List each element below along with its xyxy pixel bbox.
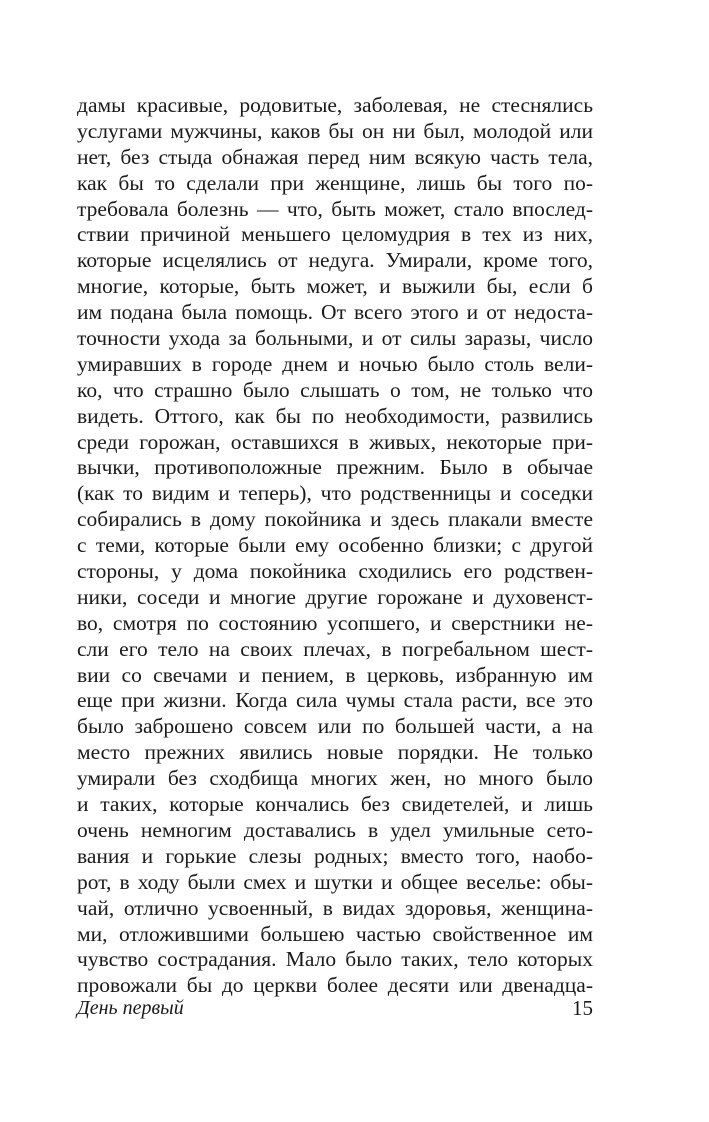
page-number: 15 [572,996,593,1020]
text-line: чувство сострадания. Мало было таких, тело которых [77,947,593,972]
text-line: которые исцелялись от недуга. Умирали, кроме того, [77,248,593,273]
text-line: еще при жизни. Когда сила чумы стала расти, все это [77,688,593,713]
text-line: им подана была помощь. От всего этого и от недоста- [77,300,593,325]
text-line: ники, соседи и многие другие горожане и духовенст- [77,584,593,609]
text-line: провожали бы до церкви более десяти или двенадца- [77,973,593,998]
text-line: умиравших в городе днем и ночью было столь вели- [77,351,593,376]
text-line: вычки, противоположные прежним. Было в обычае [77,455,593,480]
text-line: с теми, которые были ему особенно близки; с другой [77,533,593,558]
text-line: дамы красивые, родовитые, заболевая, не стеснялись [77,93,593,117]
body-text [77,93,593,999]
text-line: было заброшено совсем или по большей части, а на [77,714,593,739]
text-line: (как то видим и теперь), что родственницы и соседки [77,481,593,506]
running-head: День первый [77,997,184,1019]
text-line: и таких, которые кончались без свидетелей, и лишь [77,792,593,817]
text-line: собирались в дому покойника и здесь плакали вместе [77,507,593,532]
text-line: стороны, у дома покойника сходились его родствен- [77,559,593,584]
text-line: как бы то сделали при женщине, лишь бы того по- [77,170,593,195]
text-line: сли его тело на своих плечах, в погребальном шест- [77,636,593,661]
text-line: точности ухода за больными, и от силы заразы, число [77,326,593,351]
text-line: вии со свечами и пением, в церковь, избранную им [77,662,593,687]
text-line: вания и горькие слезы родных; вместо того, наобо- [77,843,593,868]
text-line: нет, без стыда обнажая перед ним всякую часть тела, [77,144,593,169]
page-footer [77,994,593,1022]
text-line: умирали без сходбища многих жен, но много было [77,766,593,791]
text-line: чай, отлично усвоенный, в видах здоровья, женщина- [77,895,593,920]
text-line: среди горожан, оставшихся в живых, некоторые при- [77,429,593,454]
text-line: ко, что страшно было слышать о том, не только что [77,377,593,402]
text-line: многие, которые, быть может, и выжили бы, если б [77,274,593,299]
text-line: рот, в ходу были смех и шутки и общее веселье: обы- [77,869,593,894]
text-line: очень немногим доставались в удел умильные сето- [77,817,593,842]
text-line: место прежних явились новые порядки. Не только [77,740,593,765]
text-line: услугами мужчины, каков бы он ни был, молодой или [77,118,593,143]
text-line: видеть. Оттого, как бы по необходимости, развились [77,403,593,428]
text-line: требовала болезнь — что, быть может, стало впослед- [77,196,593,221]
text-line: ствии причиной меньшего целомудрия в тех из них, [77,222,593,247]
text-line: во, смотря по состоянию усопшего, и сверстники не- [77,610,593,635]
text-line: ми, отложившими большею частью свойственное им [77,921,593,946]
